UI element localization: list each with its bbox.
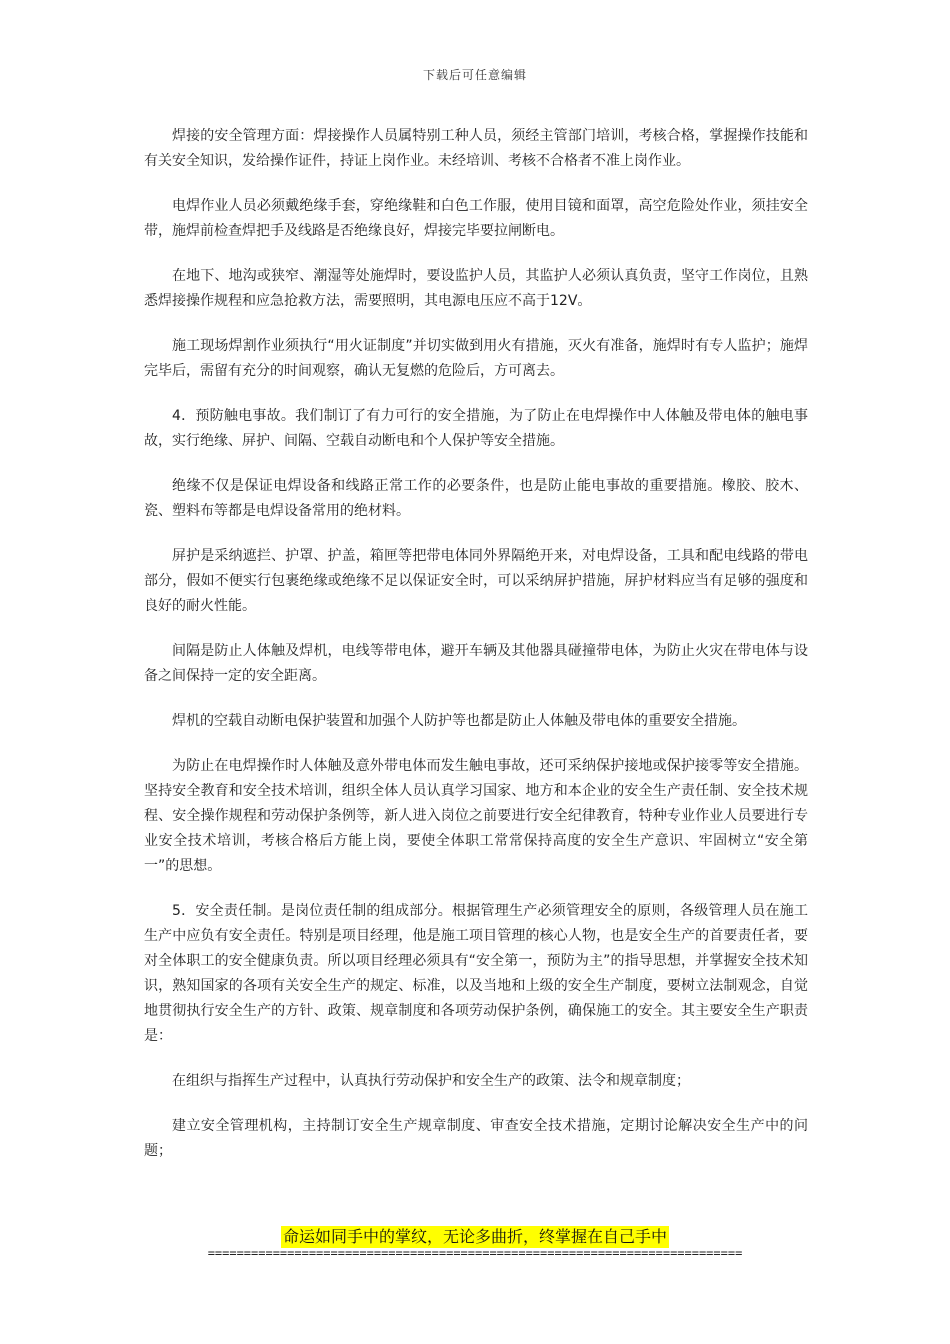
footer-divider: ==========================================================================	[207, 1246, 743, 1260]
paragraph-welder-protective-gear: 电焊作业人员必须戴绝缘手套，穿绝缘鞋和白色工作服，使用目镜和面罩，高空危险处作业，须挂安全带，施焊前检查焊把手及线路是否绝缘良好，焊接完毕要拉闸断电。	[144, 198, 808, 239]
paragraph-grounding-and-training: 为防止在电焊操作时人体触及意外带电体而发生触电事故，还可采纳保护接地或保护接零等安全措施。坚持安全教育和安全技术培训，组织全体人员认真学习国家、地方和本企业的安全生产责任制、安全技术规程、安全操作规程和劳动保护条例等，新人进入岗位之前要进行安全纪律教育，特种专业作业人员要进行专业安全技术培训，考核合格后方能上岗，要使全体职工常常保持高度的安全生产意识、牢固树立“安全第一”的思想。	[144, 758, 808, 874]
footer-motto-text: 命运如同手中的掌纹，无论多曲折，终掌握在自己手中	[282, 1227, 667, 1246]
paragraph-underground-welding: 在地下、地沟或狭窄、潮湿等处施焊时，要设监护人员，其监护人必须认真负责，坚守工作岗位，且熟悉焊接操作规程和应急抢救方法，需要照明，其电源电压应不高于12V。	[144, 268, 808, 309]
paragraph-prevent-electric-shock: 4．预防触电事故。我们制订了有力可行的安全措施，为了防止在电焊操作中人体触及带电体的触电事故，实行绝缘、屏护、间隔、空载自动断电和个人保护等安全措施。	[144, 408, 808, 449]
page-header: 下载后可任意编辑	[422, 68, 527, 82]
document-body	[144, 124, 808, 1184]
paragraph-welding-safety-management: 焊接的安全管理方面：焊接操作人员属特别工种人员，须经主管部门培训，考核合格，掌握操作技能和有关安全知识，发给操作证件，持证上岗作业。未经培训、考核不合格者不准上岗作业。	[144, 128, 808, 169]
paragraph-auto-power-off: 焊机的空载自动断电保护装置和加强个人防护等也都是防止人体触及带电体的重要安全措施。	[172, 713, 746, 729]
paragraph-duty-establish-organization: 建立安全管理机构，主持制订安全生产规章制度、审查安全技术措施，定期讨论解决安全生产中的问题；	[144, 1118, 808, 1159]
paragraph-fire-permit: 施工现场焊割作业须执行“用火证制度”并切实做到用火有措施，灭火有准备，施焊时有专人监护；施焊完毕后，需留有充分的时间观察，确认无复燃的危险后，方可离去。	[144, 338, 808, 379]
paragraph-spacing: 间隔是防止人体触及焊机，电线等带电体，避开车辆及其他器具碰撞带电体，为防止火灾在带电体与设备之间保持一定的安全距离。	[144, 643, 808, 684]
paragraph-insulation: 绝缘不仅是保证电焊设备和线路正常工作的必要条件，也是防止能电事故的重要措施。橡胶、胶木、瓷、塑料布等都是电焊设备常用的绝材料。	[144, 478, 808, 519]
paragraph-duty-execute-policy: 在组织与指挥生产过程中，认真执行劳动保护和安全生产的政策、法令和规章制度；	[172, 1073, 690, 1089]
paragraph-safety-responsibility: 5．安全责任制。是岗位责任制的组成部分。根据管理生产必须管理安全的原则，各级管理人员在施工生产中应负有安全责任。特别是项目经理，他是施工项目管理的核心人物，也是安全生产的首要责任者，要对全体职工的安全健康负责。所以项目经理必须具有“安全第一，预防为主”的指导思想，并掌握安全技术知识，熟知国家的各项有关安全生产的规定、标准，以及当地和上级的安全生产制度，要树立法制观念，自觉地贯彻执行安全生产的方针、政策、规章制度和各项劳动保护条例，确保施工的安全。其主要安全生产职责是：	[144, 903, 808, 1044]
paragraph-shielding: 屏护是采纳遮拦、护罩、护盖，箱匣等把带电体同外界隔绝开来，对电焊设备，工具和配电线路的带电部分，假如不便实行包裹绝缘或绝缘不足以保证安全时，可以采纳屏护措施，屏护材料应当有足够的强度和良好的耐火性能。	[144, 548, 808, 614]
footer-motto	[0, 1226, 950, 1248]
